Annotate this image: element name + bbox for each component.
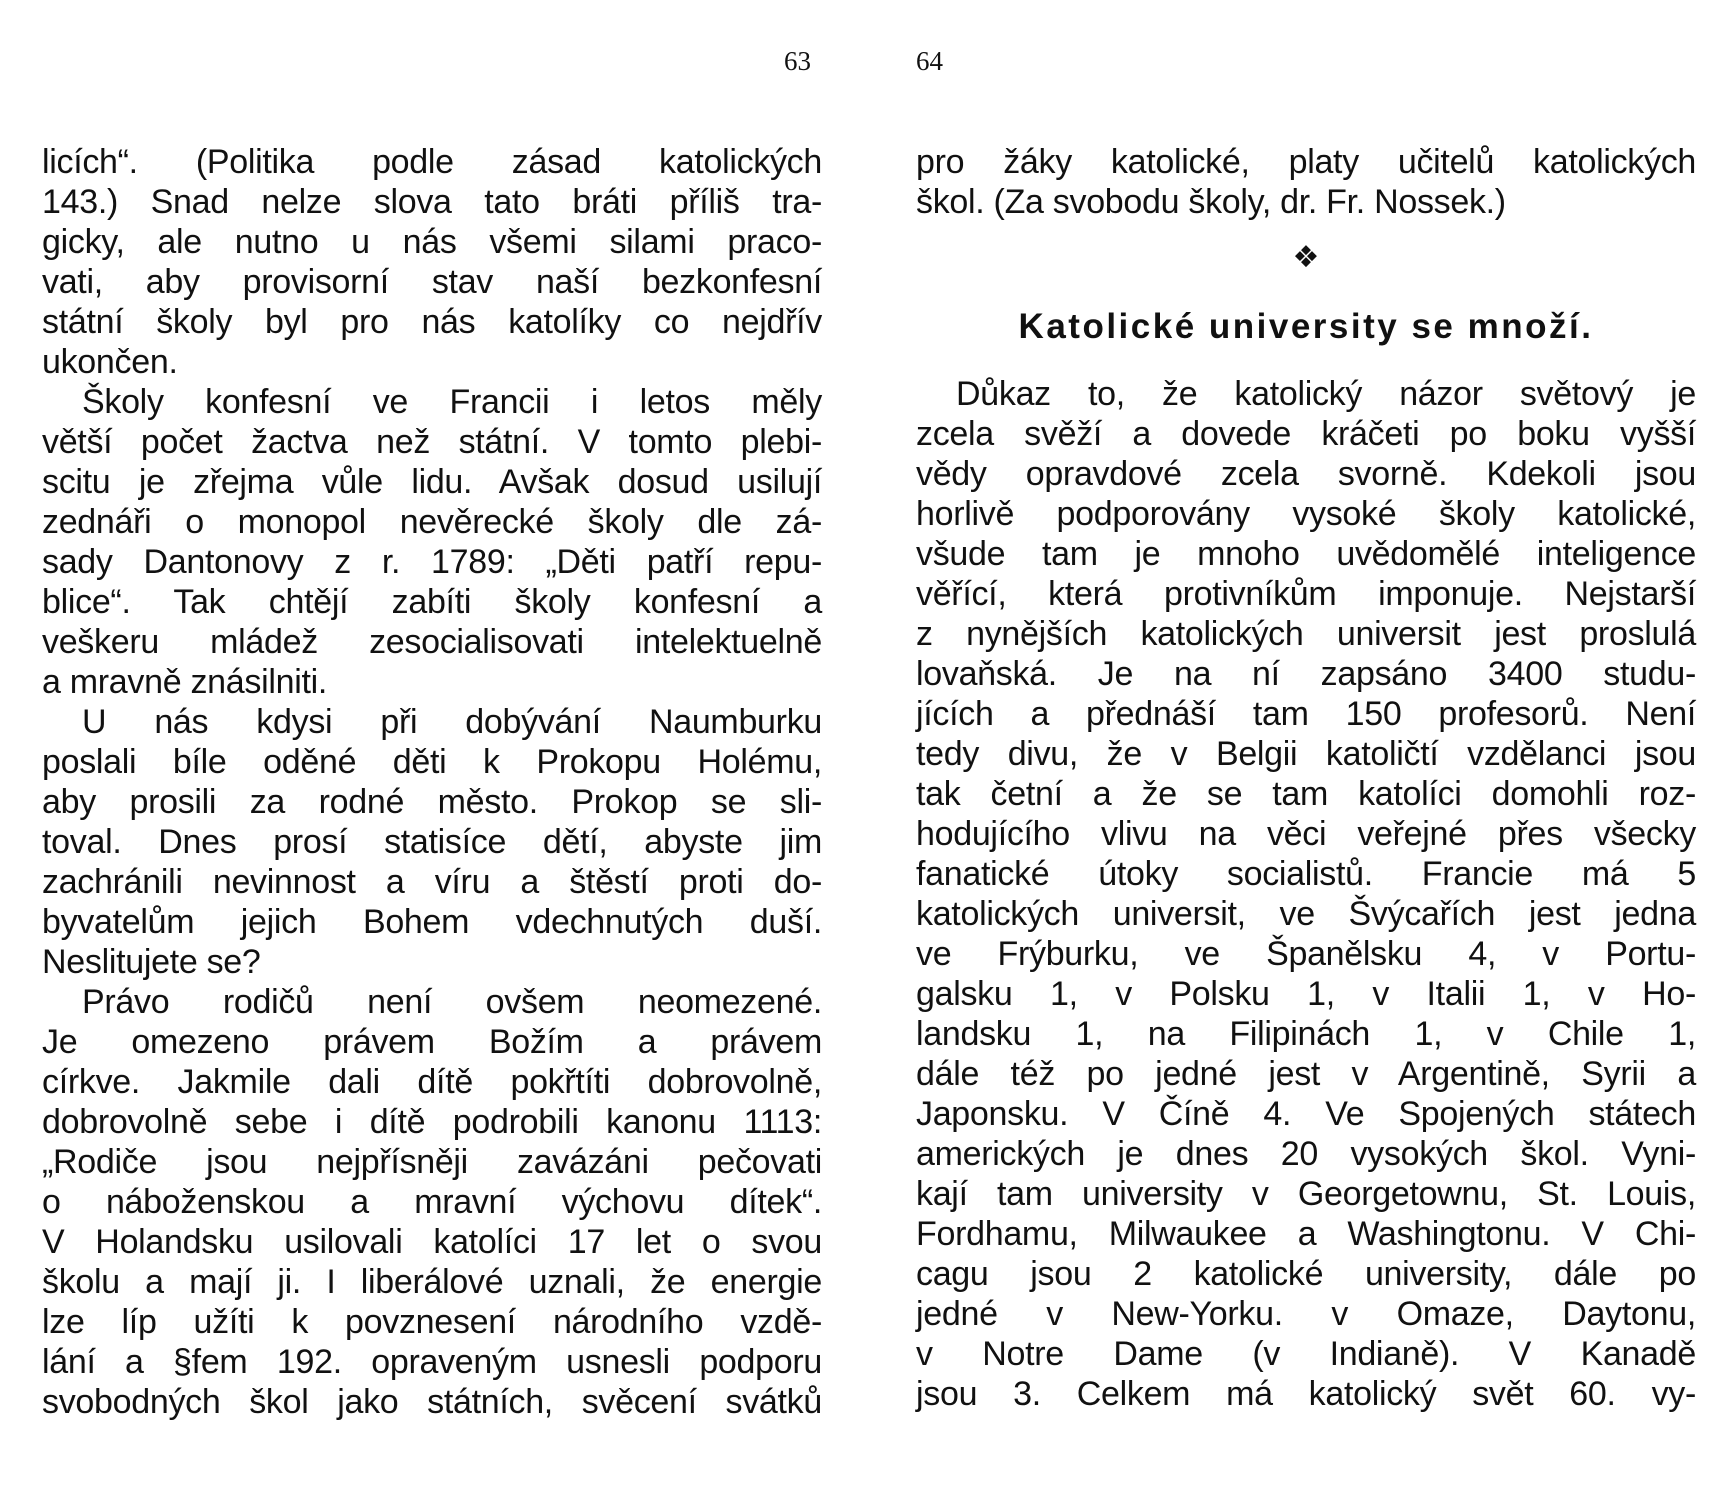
text-line: vědy opravdové zcela svorně. Kdekoli jsou <box>916 455 1696 493</box>
text-line: byvatelům jejich Bohem vdechnutých duší. <box>42 903 822 941</box>
text-line: gicky, ale nutno u nás všemi silami praco- <box>42 223 822 261</box>
text-line: státní školy byl pro nás katolíky co nejdřív <box>42 303 822 341</box>
text-line: sady Dantonovy z r. 1789: „Děti patří repu- <box>42 543 822 581</box>
text-line: Neslitujete se? <box>42 943 261 981</box>
page-number-right: 64 <box>916 46 943 76</box>
text-line: „Rodiče jsou nejpřísněji zavázáni pečovati <box>42 1143 822 1181</box>
text-line: a mravně znásilniti. <box>42 663 328 701</box>
text-line: o náboženskou a mravní výchovu dítek“. <box>42 1183 822 1221</box>
text-line: landsku 1, na Filipinách 1, v Chile 1, <box>916 1015 1696 1053</box>
text-line: církve. Jakmile dali dítě pokřtíti dobrovolně, <box>42 1063 822 1101</box>
text-line: Důkaz to, že katolický názor světový je <box>956 375 1696 413</box>
left-page-text <box>42 142 822 1422</box>
text-line: Je omezeno právem Božím a právem <box>42 1023 822 1061</box>
text-line: ve Frýburku, ve Španělsku 4, v Portu- <box>916 935 1696 973</box>
text-line: lovaňská. Je na ní zapsáno 3400 studu- <box>916 655 1696 693</box>
ornament-icon: ❖ <box>1292 240 1320 275</box>
text-line: poslali bíle oděné děti k Prokopu Holému, <box>42 743 822 781</box>
text-line: vati, aby provisorní stav naší bezkonfesní <box>42 263 822 301</box>
text-line: tak četní a že se tam katolíci domohli roz- <box>916 775 1696 813</box>
text-line: z nynějších katolických universit jest proslulá <box>916 615 1696 653</box>
text-line: dále též po jedné jest v Argentině, Syrii a <box>916 1055 1696 1093</box>
text-line: licích“. (Politika podle zásad katolických <box>42 143 822 181</box>
text-line: aby prosili za rodné město. Prokop se sli- <box>42 783 822 821</box>
text-line: Školy konfesní ve Francii i letos měly <box>82 383 822 421</box>
text-line: galsku 1, v Polsku 1, v Italii 1, v Ho- <box>916 975 1696 1013</box>
right-page <box>864 0 1728 1500</box>
text-line: lání a §fem 192. opraveným usnesli podporu <box>42 1343 822 1381</box>
text-line: tedy divu, že v Belgii katoličtí vzdělanci jsou <box>916 735 1696 773</box>
text-line: katolických universit, ve Švýcařích jest jedna <box>916 895 1696 933</box>
text-line: jících a přednáší tam 150 profesorů. Není <box>916 695 1696 733</box>
page-number-left: 63 <box>784 46 811 76</box>
section-heading: Katolické university se množí. <box>1018 307 1594 346</box>
text-line: zcela svěží a dovede kráčeti po boku vyšší <box>916 415 1696 453</box>
text-line: amerických je dnes 20 vysokých škol. Vyni- <box>916 1135 1696 1173</box>
text-line: věřící, která protivníkům imponuje. Nejstarší <box>916 575 1696 613</box>
text-line: svobodných škol jako státních, svěcení svátků <box>42 1383 822 1421</box>
text-line: v Notre Dame (v Indianě). V Kanadě <box>916 1335 1696 1373</box>
text-line: pro žáky katolické, platy učitelů katolických <box>916 143 1696 181</box>
text-line: V Holandsku usilovali katolíci 17 let o svou <box>42 1223 822 1261</box>
text-line: veškeru mládež zesocialisovati intelektuelně <box>42 623 822 661</box>
text-line: Fordhamu, Milwaukee a Washingtonu. V Chi- <box>916 1215 1696 1253</box>
text-line: 143.) Snad nelze slova tato bráti příliš tra- <box>42 183 822 221</box>
text-line: horlivě podporovány vysoké školy katolické, <box>916 495 1696 533</box>
text-line: ukončen. <box>42 343 178 381</box>
heading-spacer <box>916 360 1696 374</box>
text-line: školu a mají ji. I liberálové uznali, že energie <box>42 1263 822 1301</box>
text-line: Japonsku. V Číně 4. Ve Spojených státech <box>916 1095 1696 1133</box>
right-page-text <box>916 142 1696 1414</box>
text-line: jsou 3. Celkem má katolický svět 60. vy- <box>916 1375 1696 1413</box>
text-line: jedné v New-Yorku. v Omaze, Daytonu, <box>916 1295 1696 1333</box>
text-line: kají tam university v Georgetownu, St. Louis, <box>916 1175 1696 1213</box>
text-line: dobrovolně sebe i dítě podrobili kanonu 1113: <box>42 1103 822 1141</box>
text-line: zednáři o monopol nevěrecké školy dle zá- <box>42 503 822 541</box>
text-line: blice“. Tak chtějí zabíti školy konfesní a <box>42 583 822 621</box>
text-line: zachránili nevinnost a víru a štěstí proti do- <box>42 863 822 901</box>
text-line: toval. Dnes prosí statisíce dětí, abyste jim <box>42 823 822 861</box>
text-line: hodujícího vlivu na věci veřejné přes všecky <box>916 815 1696 853</box>
text-line: fanatické útoky socialistů. Francie má 5 <box>916 855 1696 893</box>
text-line: lze líp užíti k povznesení národního vzdě- <box>42 1303 822 1341</box>
text-line: cagu jsou 2 katolické university, dále po <box>916 1255 1696 1293</box>
text-line: větší počet žactva než státní. V tomto plebi- <box>42 423 822 461</box>
text-line: všude tam je mnoho uvědomělé inteligence <box>916 535 1696 573</box>
text-line: U nás kdysi při dobývání Naumburku <box>82 703 822 741</box>
text-line: scitu je zřejma vůle lidu. Avšak dosud usilují <box>42 463 822 501</box>
text-line: škol. (Za svobodu školy, dr. Fr. Nossek.) <box>916 183 1506 221</box>
text-line: Právo rodičů není ovšem neomezené. <box>82 983 822 1021</box>
